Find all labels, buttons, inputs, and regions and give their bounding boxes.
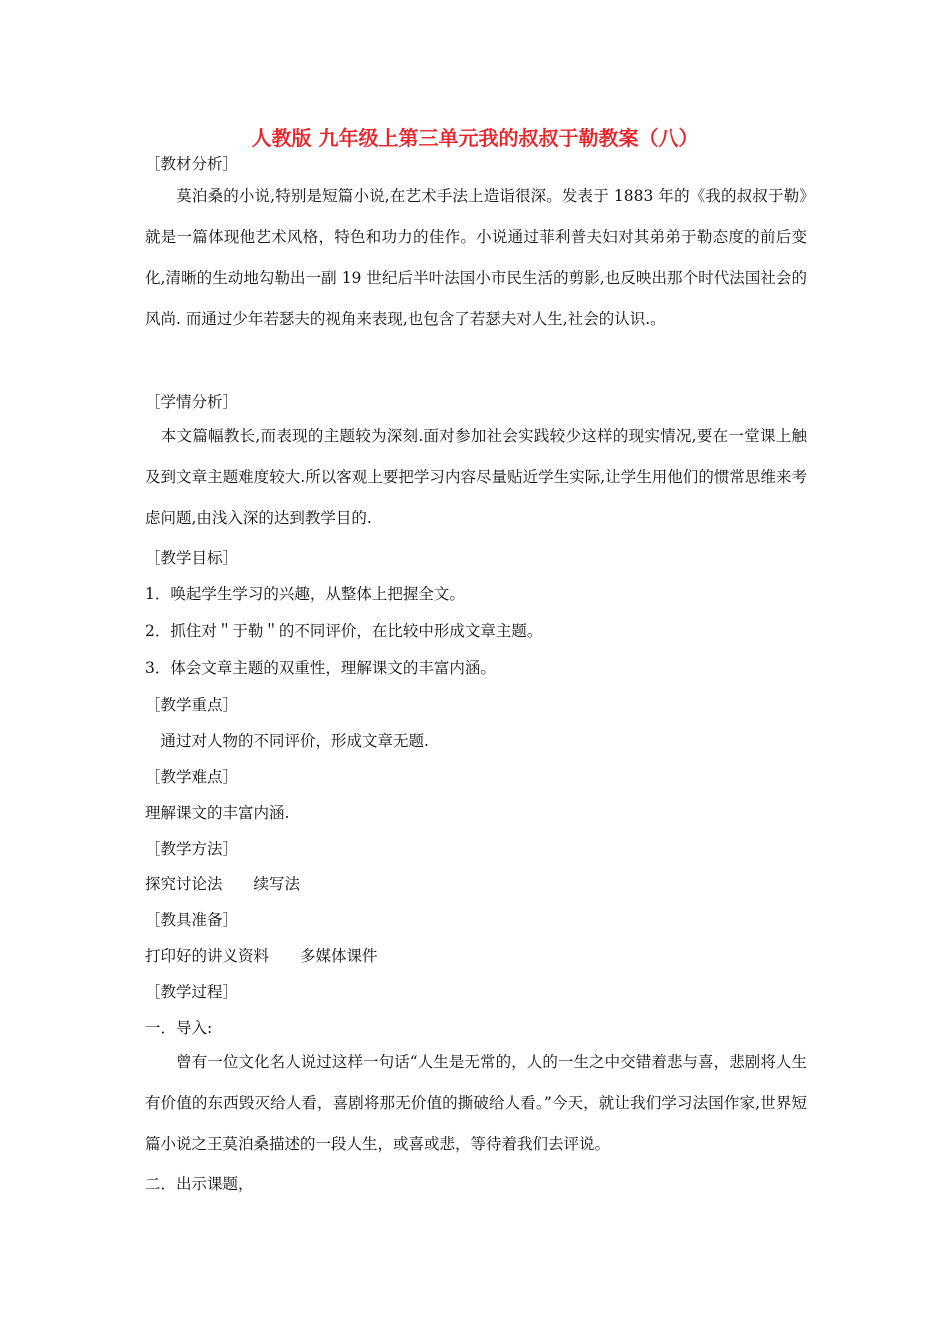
section-heading-key-points: ［教学重点］: [145, 696, 239, 714]
paragraph-textbook-analysis: 莫泊桑的小说,特别是短篇小说,在艺术手法上造诣很深。发表于 1883 年的《我的叔叔于勒》就是一篇体现他艺术风格，特色和功力的佳作。小说通过菲利普夫妇对其弟弟于勒态度的前后变化,清晰的生动地勾勒出一副 19 世纪后半叶法国小市民生活的剪影,也反映出那个时代法国社会的风尚. 而通过少年若瑟夫的视角来表现,也包含了若瑟夫对人生,社会的认识.。: [145, 187, 807, 328]
objective-item-2: 2．抓住对＂于勒＂的不同评价，在比较中形成文章主题。: [145, 622, 543, 640]
paragraph-key-points: 通过对人物的不同评价，形成文章无题.: [145, 732, 429, 750]
section-heading-difficulties: ［教学难点］: [145, 768, 239, 786]
paragraph-difficulties: 理解课文的丰富内涵.: [145, 804, 290, 822]
section-heading-textbook-analysis: ［教材分析］: [145, 155, 239, 173]
paragraph-methods: 探究讨论法 续写法: [145, 875, 301, 893]
step-heading-show-title: 二．出示课题，: [145, 1175, 254, 1193]
section-heading-methods: ［教学方法］: [145, 840, 239, 858]
paragraph-materials: 打印好的讲义资料 多媒体课件: [145, 947, 378, 965]
objective-item-3: 3．体会文章主题的双重性，理解课文的丰富内涵。: [145, 659, 496, 677]
section-heading-process: ［教学过程］: [145, 983, 239, 1001]
section-heading-learner-analysis: ［学情分析］: [145, 393, 239, 411]
document-title: 人教版 九年级上第三单元我的叔叔于勒教案（八）: [251, 126, 699, 150]
objective-item-1: 1．唤起学生学习的兴趣，从整体上把握全文。: [145, 585, 465, 603]
section-heading-materials: ［教具准备］: [145, 911, 239, 929]
paragraph-intro: 曾有一位文化名人说过这样一句话“人生是无常的，人的一生之中交错着悲与喜，悲剧将人生有价值的东西毁灭给人看，喜剧将那无价值的撕破给人看。”今天，就让我们学习法国作家,世界短篇小说之王莫泊桑描述的一段人生，或喜或悲，等待着我们去评说。: [145, 1053, 807, 1153]
step-heading-intro: 一．导入:: [145, 1019, 213, 1037]
section-heading-objectives: ［教学目标］: [145, 549, 239, 567]
paragraph-learner-analysis: 本文篇幅教长,而表现的主题较为深刻.面对参加社会实践较少这样的现实情况,要在一堂课上触及到文章主题难度较大.所以客观上要把学习内容尽量贴近学生实际,让学生用他们的惯常思维来考虑问题,由浅入深的达到教学目的.: [145, 427, 807, 527]
